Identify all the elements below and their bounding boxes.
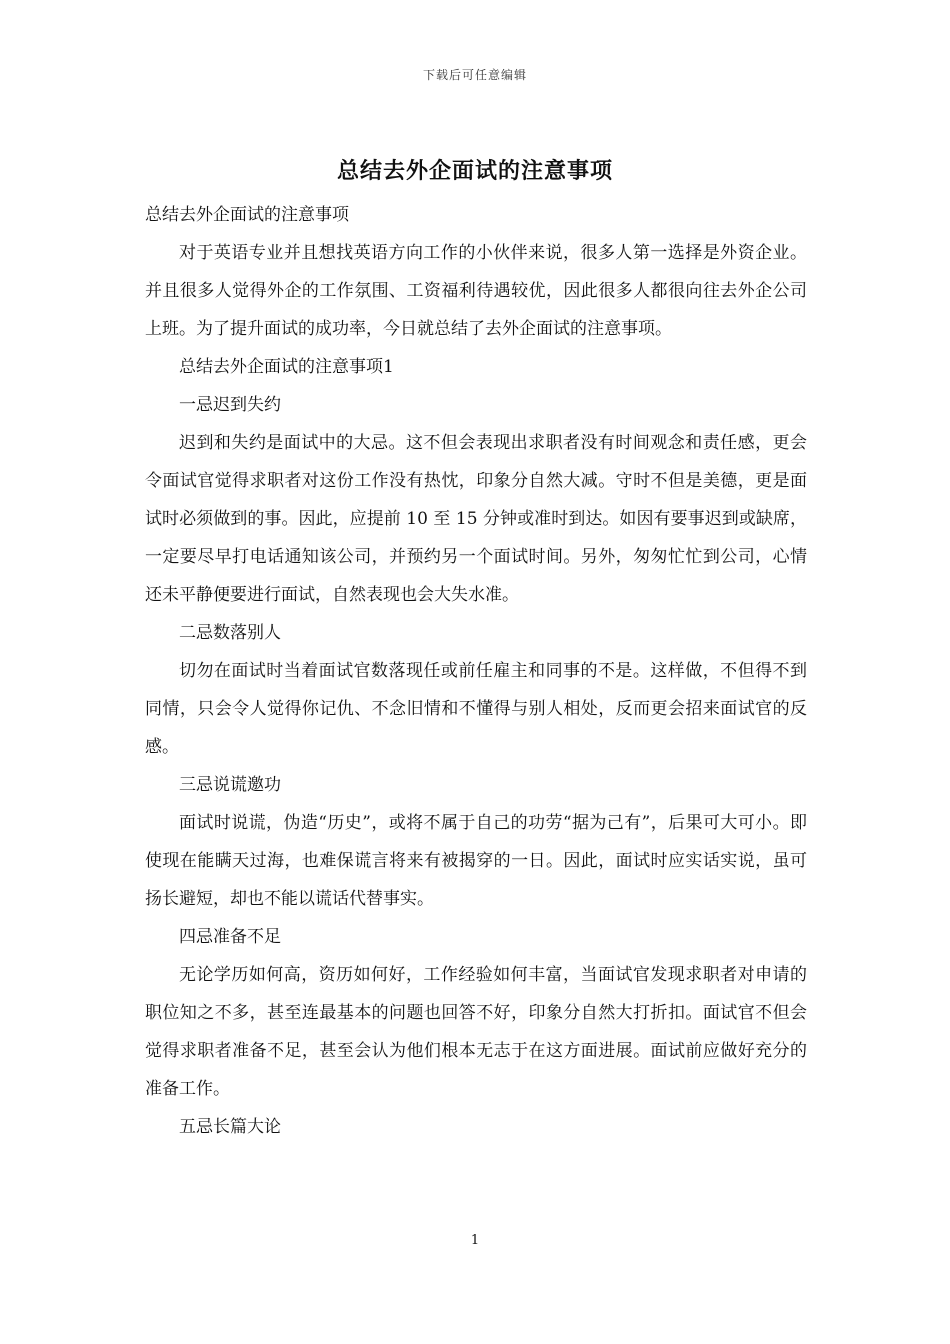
item-heading: 一忌迟到失约 — [179, 395, 281, 415]
body-paragraph: 迟到和失约是面试中的大忌。这不但会表现出求职者没有时间观念和责任感，更会令面试官觉得求职者对这份工作没有热忱，印象分自然大减。守时不但是美德，更是面试时必须做到的事。因此，应提前 10 至 15 分钟或准时到达。如因有要事迟到或缺席，一定要尽早打电话通知该公司，并预约另一个面试时间。另外，匆匆忙忙到公司，心情还未平静便要进行面试，自然表现也会大失水准。 — [145, 433, 807, 605]
body-paragraph: 面试时说谎，伪造“历史”，或将不属于自己的功劳“据为己有”，后果可大可小。即使现在能瞒天过海，也难保谎言将来有被揭穿的一日。因此，面试时应实话实说，虽可扬长避短，却也不能以谎话代替事实。 — [145, 813, 807, 909]
item-heading: 二忌数落别人 — [179, 623, 281, 643]
subtitle-paragraph: 总结去外企面试的注意事项 — [145, 205, 349, 225]
intro-paragraph: 对于英语专业并且想找英语方向工作的小伙伴来说，很多人第一选择是外资企业。并且很多人觉得外企的工作氛围、工资福利待遇较优，因此很多人都很向往去外企公司上班。为了提升面试的成功率，今日就总结了去外企面试的注意事项。 — [145, 243, 807, 339]
page-header: 下载后可任意编辑 — [422, 68, 527, 82]
section-heading: 总结去外企面试的注意事项1 — [179, 357, 394, 377]
body-paragraph: 切勿在面试时当着面试官数落现任或前任雇主和同事的不是。这样做，不但得不到同情，只会令人觉得你记仇、不念旧情和不懂得与别人相处，反而更会招来面试官的反感。 — [145, 661, 807, 757]
item-heading: 三忌说谎邀功 — [179, 775, 281, 795]
body-paragraph: 无论学历如何高，资历如何好，工作经验如何丰富，当面试官发现求职者对申请的职位知之不多，甚至连最基本的问题也回答不好，印象分自然大打折扣。面试官不但会觉得求职者准备不足，甚至会认为他们根本无志于在这方面进展。面试前应做好充分的准备工作。 — [145, 965, 807, 1099]
item-heading: 四忌准备不足 — [179, 927, 281, 947]
document-body — [145, 196, 807, 1146]
document-title: 总结去外企面试的注意事项 — [336, 158, 613, 184]
item-heading: 五忌长篇大论 — [179, 1117, 281, 1137]
page-number: 1 — [470, 1233, 480, 1248]
